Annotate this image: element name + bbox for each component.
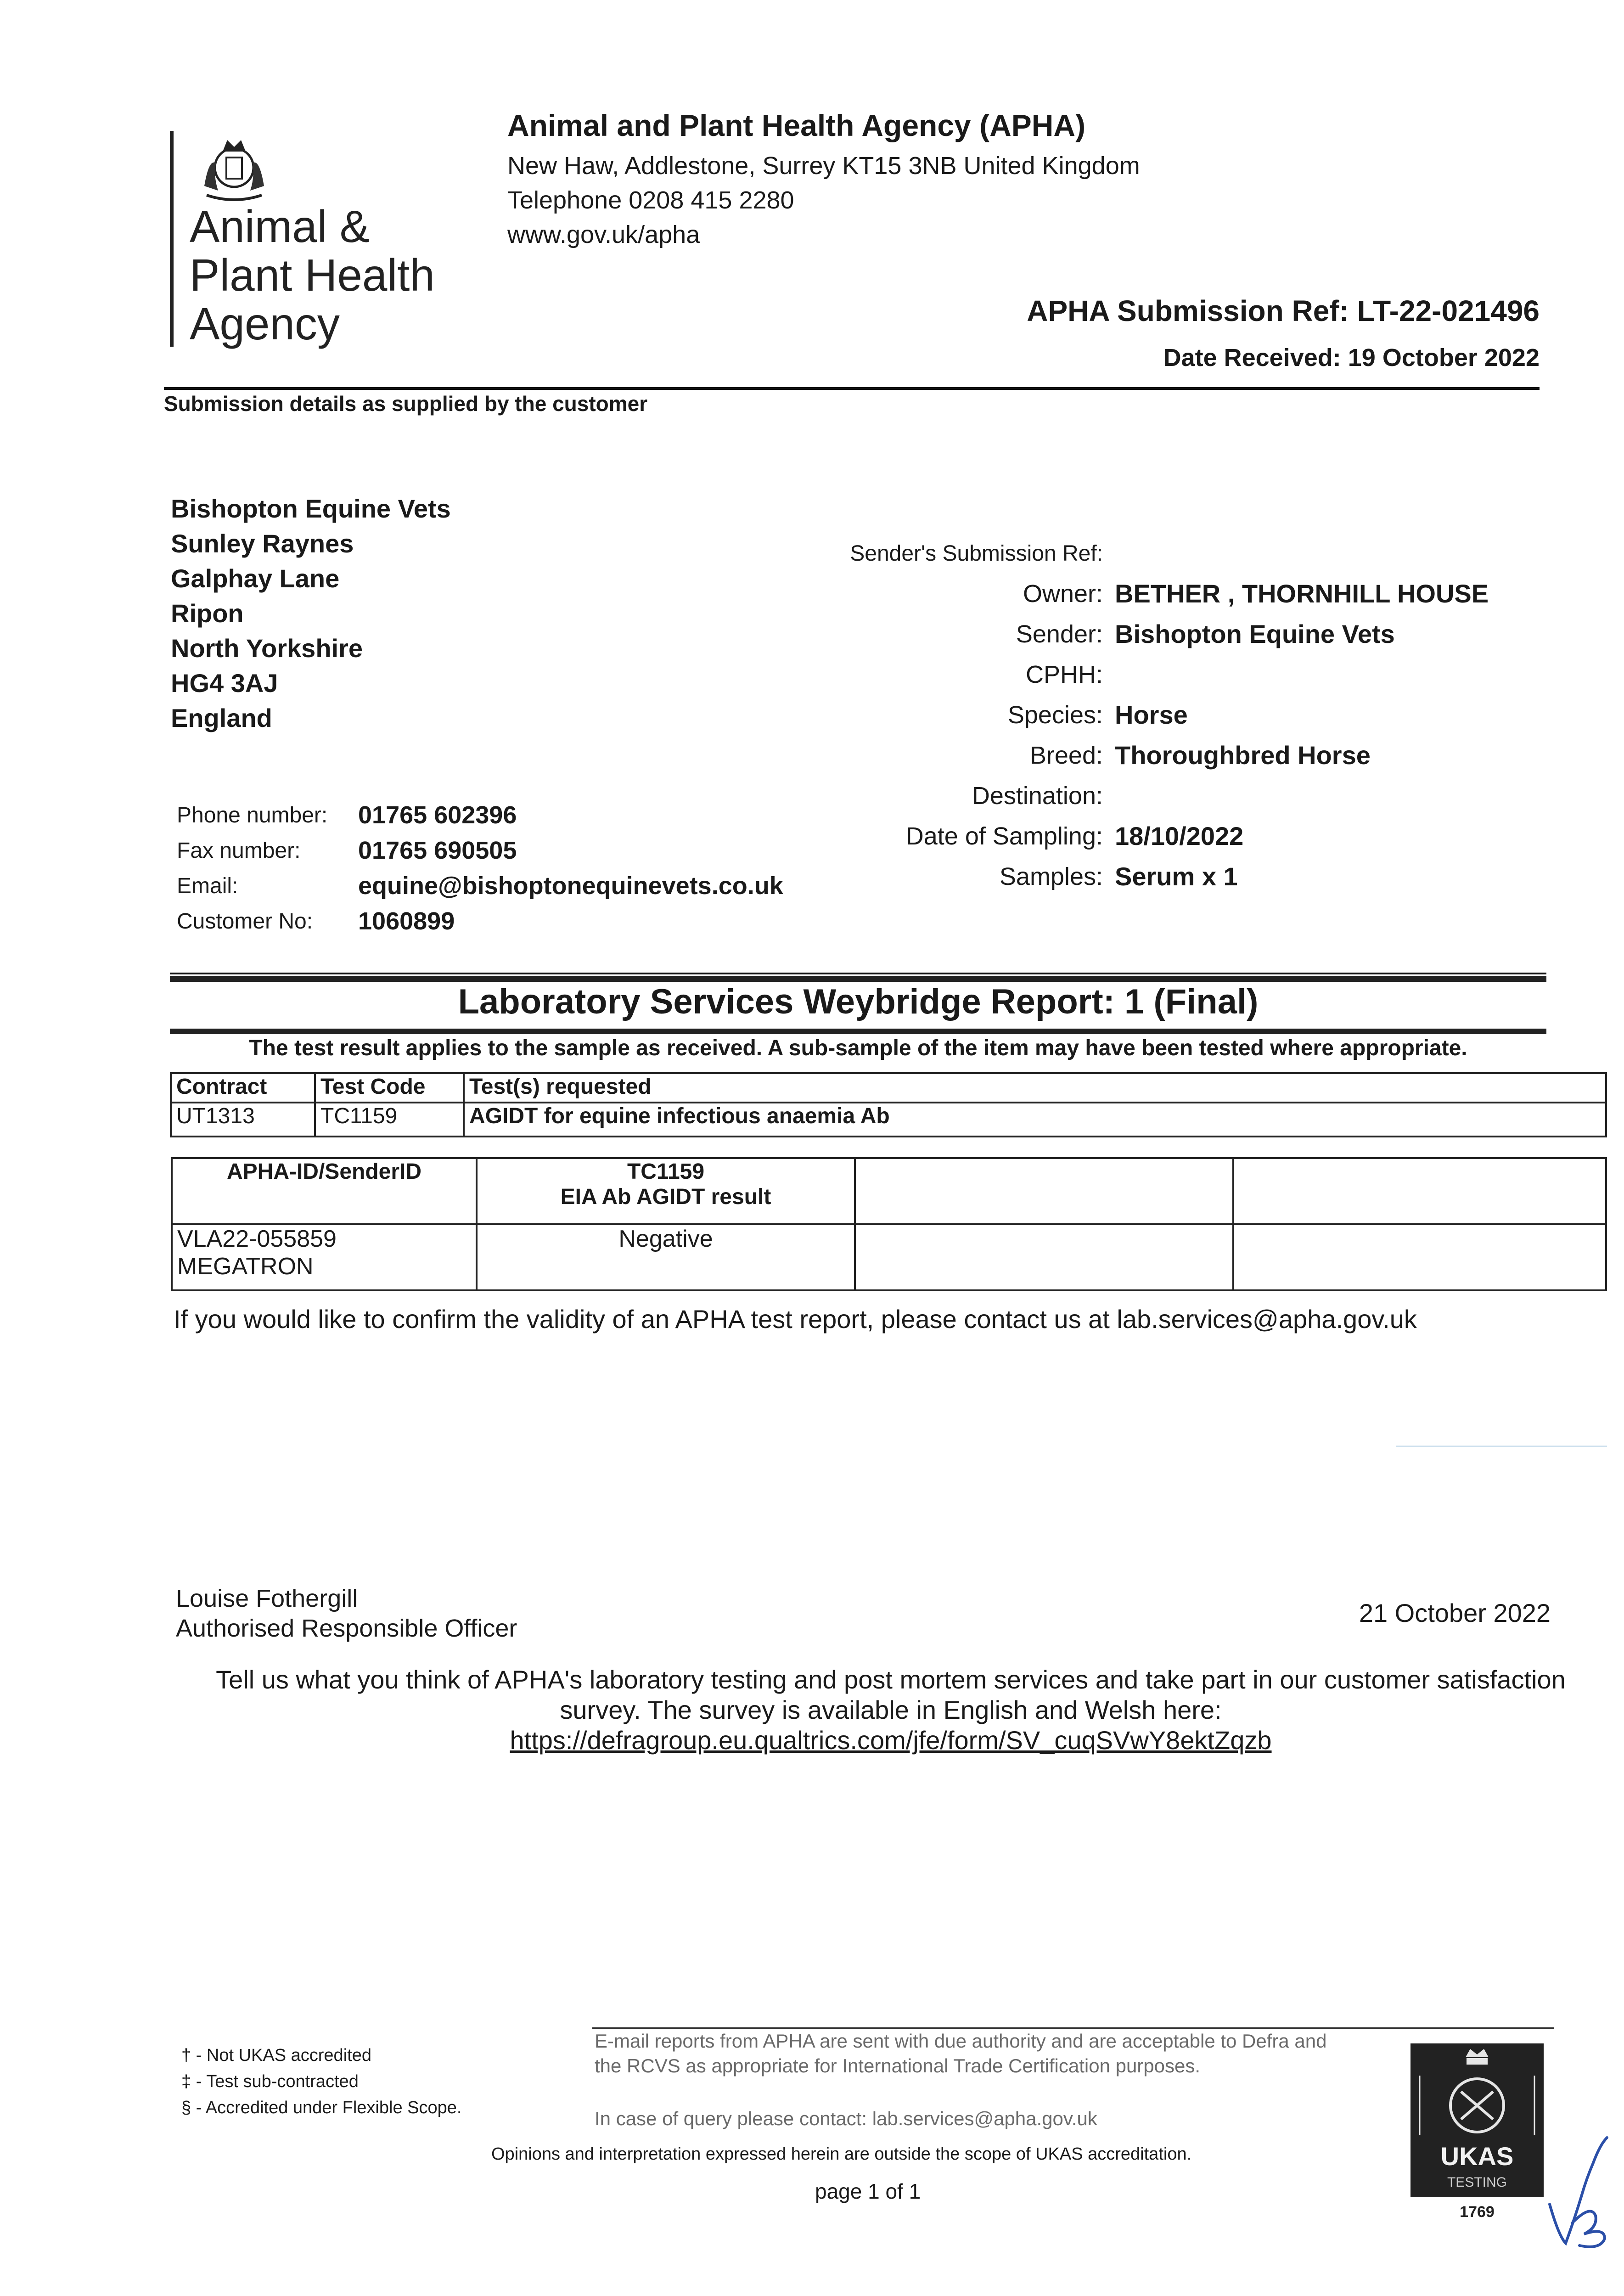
test-column-header — [477, 1158, 855, 1224]
address-line: Ripon — [171, 599, 244, 628]
phone-value: 01765 602396 — [358, 801, 517, 829]
empty-header — [855, 1158, 1233, 1224]
agency-telephone: Telephone 0208 415 2280 — [507, 186, 794, 214]
samples-value: Serum x 1 — [1115, 862, 1238, 891]
key-flexible-scope: § - Accredited under Flexible Scope. — [181, 2098, 462, 2117]
survey-text-line: survey. The survey is available in English and Welsh here: — [560, 1695, 1222, 1724]
samples-label: Samples: — [999, 863, 1103, 890]
table-header-row — [172, 1158, 1606, 1224]
header-divider — [164, 387, 1540, 390]
report-title: Laboratory Services Weybridge Report: 1 (Final) — [458, 982, 1259, 1021]
signer-name: Louise Fothergill — [176, 1585, 358, 1612]
agency-address: New Haw, Addlestone, Surrey KT15 3NB United Kingdom — [507, 152, 1140, 180]
owner-label: Owner: — [1023, 580, 1103, 608]
contract-cell: UT1313 — [171, 1103, 315, 1137]
survey-text-line: Tell us what you think of APHA's laboratory testing and post mortem services and take part in our customer satisfaction — [216, 1665, 1566, 1694]
report-divider-thin — [170, 973, 1546, 974]
contract-header: Contract — [171, 1073, 315, 1103]
royal-crest-icon — [195, 131, 273, 204]
logo-line: Agency — [190, 298, 340, 349]
agency-website[interactable]: www.gov.uk/apha — [507, 221, 700, 248]
ukas-mark — [1410, 2043, 1544, 2225]
tests-requested-table — [170, 1072, 1607, 1137]
empty-cell — [855, 1224, 1233, 1290]
submission-details-caption: Submission details as supplied by the customer — [164, 392, 648, 416]
sampling-date-label: Date of Sampling: — [905, 822, 1103, 850]
fax-label: Fax number: — [177, 838, 301, 863]
handwritten-initials-icon — [1540, 2135, 1623, 2255]
fax-value: 01765 690505 — [358, 837, 517, 864]
sender-ref-label: Sender's Submission Ref: — [850, 541, 1103, 566]
ukas-number: 1769 — [1460, 2203, 1495, 2221]
email-authority-note: E-mail reports from APHA are sent with due authority and are acceptable to Defra and the RCVS as appropriate for International Trade Certification purposes. — [595, 2030, 1327, 2077]
breed-label: Breed: — [1029, 742, 1103, 769]
address-line: England — [171, 703, 272, 732]
species-label: Species: — [1007, 701, 1103, 729]
id-cell — [172, 1224, 477, 1290]
test-code-cell: TC1159 — [315, 1103, 464, 1137]
key-not-ukas: † - Not UKAS accredited — [181, 2046, 371, 2065]
test-code-heading: TC1159 — [627, 1159, 705, 1184]
query-contact-note: In case of query please contact: lab.services@apha.gov.uk — [595, 2108, 1097, 2129]
customer-no-value: 1060899 — [358, 907, 455, 935]
ukas-testing-label: TESTING — [1447, 2175, 1507, 2190]
email-value[interactable]: equine@bishoptonequinevets.co.uk — [358, 872, 783, 900]
report-divider-thick — [170, 976, 1546, 982]
destination-label: Destination: — [972, 782, 1103, 810]
test-requested-cell: AGIDT for equine infectious anaemia Ab — [464, 1103, 1606, 1137]
phone-label: Phone number: — [177, 803, 328, 827]
date-received: Date Received: 19 October 2022 — [1163, 344, 1540, 371]
logo-line: Animal & — [190, 201, 370, 252]
results-table — [171, 1157, 1607, 1291]
faint-divider — [1396, 1446, 1607, 1447]
result-cell: Negative — [477, 1224, 855, 1290]
sender-label: Sender: — [1016, 620, 1103, 648]
customer-no-label: Customer No: — [177, 909, 313, 934]
cphh-label: CPHH: — [1025, 661, 1103, 688]
report-date: 21 October 2022 — [1359, 1598, 1551, 1627]
report-divider-bottom — [170, 1029, 1546, 1034]
address-line: Bishopton Equine Vets — [171, 494, 451, 523]
empty-header — [1233, 1158, 1606, 1224]
logo-divider — [170, 131, 174, 347]
apha-id: VLA22-055859 — [177, 1226, 337, 1252]
address-line: North Yorkshire — [171, 634, 363, 663]
signer-role: Authorised Responsible Officer — [176, 1615, 517, 1642]
test-code-header: Test Code — [315, 1073, 464, 1103]
address-line: HG4 3AJ — [171, 669, 278, 698]
sampling-date-value: 18/10/2022 — [1115, 822, 1244, 850]
email-label: Email: — [177, 874, 238, 898]
owner-value: BETHER , THORNHILL HOUSE — [1115, 579, 1489, 608]
survey-block — [174, 1665, 1607, 1756]
address-line: Sunley Raynes — [171, 529, 354, 558]
breed-value: Thoroughbred Horse — [1115, 741, 1371, 770]
table-row — [171, 1103, 1606, 1137]
table-header-row — [171, 1073, 1606, 1103]
sender-id: MEGATRON — [177, 1253, 314, 1280]
tests-requested-header: Test(s) requested — [464, 1073, 1606, 1103]
empty-cell — [1233, 1224, 1606, 1290]
address-line: Galphay Lane — [171, 564, 340, 593]
submission-ref: APHA Submission Ref: LT-22-021496 — [1027, 294, 1540, 327]
survey-link[interactable]: https://defragroup.eu.qualtrics.com/jfe/form/SV_cuqSVwY8ektZqzb — [510, 1726, 1272, 1755]
agency-logo-text — [190, 202, 435, 348]
key-subcontracted: ‡ - Test sub-contracted — [181, 2072, 359, 2091]
sender-value: Bishopton Equine Vets — [1115, 619, 1395, 648]
agency-title: Animal and Plant Health Agency (APHA) — [507, 108, 1086, 142]
sample-applies-note: The test result applies to the sample as received. A sub-sample of the item may have been tested where appropriate. — [249, 1036, 1467, 1060]
test-name-heading: EIA Ab AGIDT result — [560, 1185, 771, 1209]
id-header: APHA-ID/SenderID — [172, 1158, 477, 1224]
table-row — [172, 1224, 1606, 1290]
page-number: page 1 of 1 — [815, 2179, 921, 2203]
logo-line: Plant Health — [190, 250, 435, 300]
opinions-note: Opinions and interpretation expressed herein are outside the scope of UKAS accreditation. — [491, 2144, 1192, 2164]
validity-note: If you would like to confirm the validity of an APHA test report, please contact us at lab.services@apha.gov.uk — [174, 1305, 1417, 1334]
species-value: Horse — [1115, 700, 1188, 729]
ukas-label: UKAS — [1440, 2142, 1514, 2171]
